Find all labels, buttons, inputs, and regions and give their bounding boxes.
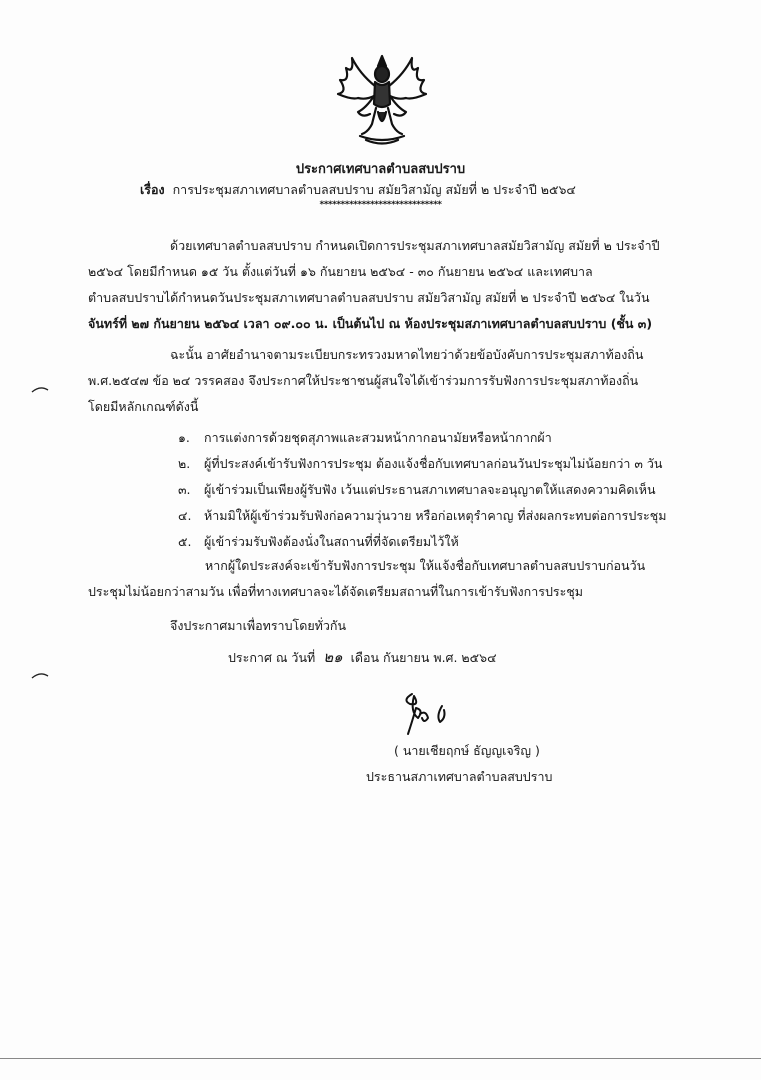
criteria-text: ผู้เข้าร่วมรับฟังต้องนั่งในสถานที่ที่จัดเตรียมไว้ให้ [204,534,459,549]
paragraph1-line: ๒๕๖๔ โดยมีกำหนด ๑๕ วัน ตั้งแต่วันที่ ๑๖ กันยายน ๒๕๖๔ - ๓๐ กันยายน ๒๕๖๔ และเทศบาล [88,264,593,279]
handwritten-signature [398,688,458,738]
garuda-emblem-icon [332,52,432,148]
announcement-text: จึงประกาศมาเพื่อทราบโดยทั่วกัน [170,618,347,633]
criteria-item [178,429,552,447]
document-subject [140,180,576,200]
criteria-item [178,481,656,499]
criteria-text: ผู้ที่ประสงค์เข้ารับฟังการประชุม ต้องแจ้งชื่อกับเทศบาลก่อนวันประชุมไม่น้อยกว่า ๓ วัน [204,456,663,471]
criteria-number: ๑. [178,430,190,445]
signer-name: ( นายเชียฤกษ์ ธัญญเจริญ ) [394,743,540,758]
paragraph2-line: พ.ศ.๒๕๔๗ ข้อ ๒๔ วรรคสอง จึงประกาศให้ประชาชนผู้สนใจได้เข้าร่วมการรับฟังการประชุมสภาท้องถิ่น [88,373,639,388]
criteria-item [178,507,666,525]
paragraph2-line: ฉะนั้น อาศัยอำนาจตามระเบียบกระทรวงมหาดไทยว่าด้วยข้อบังคับการประชุมสภาท้องถิ่น [170,347,644,362]
criteria-text: ห้ามมิให้ผู้เข้าร่วมรับฟังก่อความวุ่นวาย หรือก่อเหตุรำคาญ ที่ส่งผลกระทบต่อการประชุม [204,508,667,523]
margin-mark-icon [30,670,50,680]
date-prefix: ประกาศ ณ วันที่ [228,650,316,665]
paragraph1-line: ด้วยเทศบาลตำบลสบปราบ กำหนดเปิดการประชุมสภาเทศบาลสมัยวิสามัญ สมัยที่ ๒ ประจำปี [170,238,660,253]
document-title: ประกาศเทศบาลตำบลสบปราบ [295,162,466,177]
paragraph3-line: ประชุมไม่น้อยกว่าสามวัน เพื่อที่ทางเทศบาลจะได้จัดเตรียมสถานที่ในการเข้ารับฟังการประชุม [88,584,584,599]
criteria-text: ผู้เข้าร่วมเป็นเพียงผู้รับฟัง เว้นแต่ประธานสภาเทศบาลจะอนุญาตให้แสดงความคิดเห็น [204,482,656,497]
paragraph1-line: จันทร์ที่ ๒๗ กันยายน ๒๕๖๔ เวลา ๐๙.๐๐ น. เป็นต้นไป ณ ห้องประชุมสภาเทศบาลตำบลสบปราบ (ชั้น ๓) [88,316,653,331]
criteria-text: การแต่งการด้วยชุดสุภาพและสวมหน้ากากอนามัยหรือหน้ากากผ้า [204,430,552,445]
subject-label: เรื่อง [140,182,165,197]
signer-position: ประธานสภาเทศบาลตำบลสบปราบ [366,769,553,784]
announcement-date [228,648,497,667]
margin-mark-icon [30,384,50,394]
criteria-item [178,455,662,473]
subject-text: การประชุมสภาเทศบาลตำบลสบปราบ สมัยวิสามัญ สมัยที่ ๒ ประจำปี ๒๕๖๔ [172,182,576,197]
criteria-number: ๓. [178,482,191,497]
paragraph2-line: โดยมีหลักเกณฑ์ดังนี้ [88,399,199,414]
paragraph3-line: หากผู้ใดประสงค์จะเข้ารับฟังการประชุม ให้แจ้งชื่อกับเทศบาลตำบลสบปราบก่อนวัน [205,558,646,573]
separator-line: ***************************** [319,200,442,210]
date-suffix: เดือน กันยายน พ.ศ. ๒๕๖๔ [350,650,497,665]
paragraph1-line: ตำบลสบปราบได้กำหนดวันประชุมสภาเทศบาลตำบลสบปราบ สมัยวิสามัญ สมัยที่ ๒ ประจำปี ๒๕๖๔ ในวัน [88,290,650,305]
bottom-rule [0,1058,761,1059]
criteria-item [178,533,459,551]
criteria-number: ๒. [178,456,191,471]
criteria-number: ๔. [178,508,192,523]
date-day: ๒๑ [323,648,343,666]
criteria-number: ๕. [178,534,192,549]
